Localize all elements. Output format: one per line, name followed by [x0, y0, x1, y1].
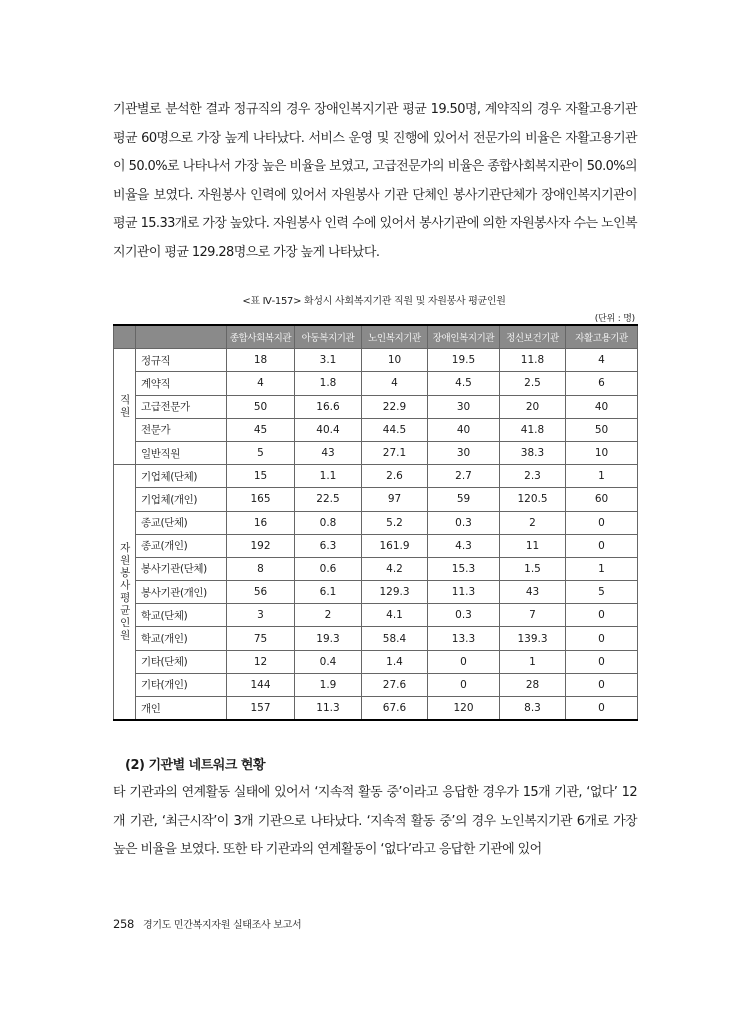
header-corner	[114, 325, 136, 349]
table-row	[114, 488, 638, 511]
table-cell: 120	[428, 697, 500, 721]
table-cell: 4.1	[362, 604, 428, 627]
table-cell: 59	[428, 488, 500, 511]
table-cell: 0.8	[295, 511, 362, 534]
table-row	[114, 395, 638, 418]
table-cell: 20	[500, 395, 566, 418]
table-cell: 60	[566, 488, 638, 511]
table-cell: 10	[566, 441, 638, 464]
table-cell: 0	[566, 650, 638, 673]
table-row	[114, 534, 638, 557]
table-row	[114, 441, 638, 464]
table-row	[114, 349, 638, 372]
row-label: 기타(개인)	[136, 673, 227, 696]
table-cell: 41.8	[500, 418, 566, 441]
table-cell: 16	[227, 511, 295, 534]
table-cell: 161.9	[362, 534, 428, 557]
column-header: 정신보건기관	[500, 325, 566, 349]
table-cell: 2	[500, 511, 566, 534]
table-row	[114, 511, 638, 534]
table-caption: <표 Ⅳ-157> 화성시 사회복지기관 직원 및 자원봉사 평균인원	[242, 296, 506, 307]
table-row	[114, 465, 638, 488]
table-cell: 16.6	[295, 395, 362, 418]
row-label: 일반직원	[136, 441, 227, 464]
table-cell: 44.5	[362, 418, 428, 441]
table-cell: 43	[500, 581, 566, 604]
row-label: 개인	[136, 697, 227, 721]
staff-volunteer-table	[113, 324, 638, 721]
row-label: 기업체(개인)	[136, 488, 227, 511]
table-cell: 12	[227, 650, 295, 673]
table-row	[114, 418, 638, 441]
table-cell: 18	[227, 349, 295, 372]
column-header: 아동복지기관	[295, 325, 362, 349]
table-cell: 22.5	[295, 488, 362, 511]
table-cell: 120.5	[500, 488, 566, 511]
table-row	[114, 604, 638, 627]
column-header: 노인복지기관	[362, 325, 428, 349]
table-cell: 1.4	[362, 650, 428, 673]
row-label: 봉사기관(단체)	[136, 557, 227, 580]
table-cell: 13.3	[428, 627, 500, 650]
table-cell: 2	[295, 604, 362, 627]
table-cell: 1	[566, 557, 638, 580]
table-row	[114, 697, 638, 721]
table-cell: 50	[566, 418, 638, 441]
table-cell: 5.2	[362, 511, 428, 534]
table-cell: 19.3	[295, 627, 362, 650]
table-cell: 192	[227, 534, 295, 557]
table-cell: 11.3	[295, 697, 362, 721]
row-label: 학교(개인)	[136, 627, 227, 650]
table-cell: 7	[500, 604, 566, 627]
table-cell: 5	[227, 441, 295, 464]
table-cell: 139.3	[500, 627, 566, 650]
intro-paragraph-text: 기관별로 분석한 결과 정규직의 경우 장애인복지기관 평균 19.50명, 계약직의 경우 자활고용기관 평균 60명으로 가장 높게 나타났다. 서비스 운영 및 진행에 있어서 전문가의 비율은 자활고용기관이 50.0%로 나타나서 가장 높은 비율을 보였고, 고급전문가의 비율은 종합사회복지관이 50.0%의 비율을 보였다. 자원봉사 인력에 있어서 자원봉사 기관 단체인 봉사기관단체가 장애인복지기관이 평균 15.33개로 가장 높았다. 자원봉사 인력 수에 있어서 봉사기관에 의한 자원봉사자 수는 노인복지기관이 평균 129.28명으로 가장 높게 나타났다.	[113, 102, 637, 260]
table-cell: 4.5	[428, 372, 500, 395]
table-cell: 11.3	[428, 581, 500, 604]
table-cell: 4	[566, 349, 638, 372]
table-cell: 144	[227, 673, 295, 696]
table-cell: 0	[428, 673, 500, 696]
table-cell: 0	[566, 534, 638, 557]
column-header: 자활고용기관	[566, 325, 638, 349]
page-footer	[113, 916, 301, 931]
table-row	[114, 581, 638, 604]
section-subheading: (2) 기관별 네트워크 현황	[125, 758, 266, 773]
table-cell: 3.1	[295, 349, 362, 372]
table-cell: 4.2	[362, 557, 428, 580]
table-cell: 0	[566, 511, 638, 534]
table-cell: 8	[227, 557, 295, 580]
table-cell: 2.5	[500, 372, 566, 395]
table-cell: 27.6	[362, 673, 428, 696]
row-label: 봉사기관(개인)	[136, 581, 227, 604]
table-cell: 11	[500, 534, 566, 557]
table-cell: 97	[362, 488, 428, 511]
network-paragraph	[113, 779, 637, 865]
table-cell: 3	[227, 604, 295, 627]
row-label: 기타(단체)	[136, 650, 227, 673]
table-cell: 6.3	[295, 534, 362, 557]
table-cell: 4	[227, 372, 295, 395]
table-cell: 58.4	[362, 627, 428, 650]
table-unit: (단위 : 명)	[594, 314, 635, 324]
table-cell: 6	[566, 372, 638, 395]
table-cell: 129.3	[362, 581, 428, 604]
table-cell: 28	[500, 673, 566, 696]
table-row	[114, 627, 638, 650]
table-cell: 15.3	[428, 557, 500, 580]
table-cell: 10	[362, 349, 428, 372]
table-cell: 1.8	[295, 372, 362, 395]
table-cell: 0.6	[295, 557, 362, 580]
table-cell: 0	[566, 697, 638, 721]
table-cell: 22.9	[362, 395, 428, 418]
table-cell: 43	[295, 441, 362, 464]
table-cell: 0	[566, 604, 638, 627]
row-label: 학교(단체)	[136, 604, 227, 627]
table-cell: 0	[566, 627, 638, 650]
column-header: 장애인복지기관	[428, 325, 500, 349]
table-cell: 8.3	[500, 697, 566, 721]
table-cell: 40	[566, 395, 638, 418]
row-label: 계약직	[136, 372, 227, 395]
table-cell: 0.4	[295, 650, 362, 673]
table-cell: 2.3	[500, 465, 566, 488]
row-label: 정규직	[136, 349, 227, 372]
table-cell: 1.5	[500, 557, 566, 580]
table-cell: 27.1	[362, 441, 428, 464]
network-paragraph-text: 타 기관과의 연계활동 실태에 있어서 ‘지속적 활동 중’이라고 응답한 경우가 15개 기관, ‘없다’ 12개 기관, ‘최근시작’이 3개 기관으로 나타났다. ‘지속적 활동 중’의 경우 노인복지기관 6개로 가장 높은 비율을 보였다. 또한 타 기관과의 연계활동이 ‘없다’라고 응답한 기관에 있어	[113, 785, 637, 857]
table-cell: 6.1	[295, 581, 362, 604]
table-cell: 75	[227, 627, 295, 650]
table-cell: 0.3	[428, 511, 500, 534]
table-cell: 0.3	[428, 604, 500, 627]
table-cell: 1	[566, 465, 638, 488]
table-cell: 45	[227, 418, 295, 441]
table-cell: 38.3	[500, 441, 566, 464]
row-label: 종교(단체)	[136, 511, 227, 534]
row-label: 고급전문가	[136, 395, 227, 418]
table-cell: 2.7	[428, 465, 500, 488]
table-cell: 56	[227, 581, 295, 604]
table-cell: 1.9	[295, 673, 362, 696]
table-row	[114, 372, 638, 395]
table-row	[114, 650, 638, 673]
table-cell: 40.4	[295, 418, 362, 441]
table-header-row	[114, 325, 638, 349]
column-header: 종합사회복지관	[227, 325, 295, 349]
row-label: 전문가	[136, 418, 227, 441]
table-cell: 15	[227, 465, 295, 488]
table-row	[114, 673, 638, 696]
row-label: 종교(개인)	[136, 534, 227, 557]
table-cell: 50	[227, 395, 295, 418]
intro-paragraph	[113, 96, 637, 267]
table-cell: 30	[428, 441, 500, 464]
table-cell: 19.5	[428, 349, 500, 372]
table-cell: 0	[566, 673, 638, 696]
table-cell: 40	[428, 418, 500, 441]
table-cell: 2.6	[362, 465, 428, 488]
table-cell: 1.1	[295, 465, 362, 488]
table-cell: 0	[428, 650, 500, 673]
table-cell: 30	[428, 395, 500, 418]
group-label: 직원	[114, 349, 136, 465]
table-row	[114, 557, 638, 580]
header-row-label	[136, 325, 227, 349]
table-cell: 11.8	[500, 349, 566, 372]
table-cell: 4.3	[428, 534, 500, 557]
page-number: 258	[113, 917, 135, 931]
table-cell: 165	[227, 488, 295, 511]
row-label: 기업체(단체)	[136, 465, 227, 488]
group-label: 자원봉사평균인원	[114, 465, 136, 721]
table-cell: 157	[227, 697, 295, 721]
table-cell: 1	[500, 650, 566, 673]
table-cell: 5	[566, 581, 638, 604]
table-cell: 4	[362, 372, 428, 395]
report-title: 경기도 민간복지자원 실태조사 보고서	[142, 920, 302, 931]
table-cell: 67.6	[362, 697, 428, 721]
